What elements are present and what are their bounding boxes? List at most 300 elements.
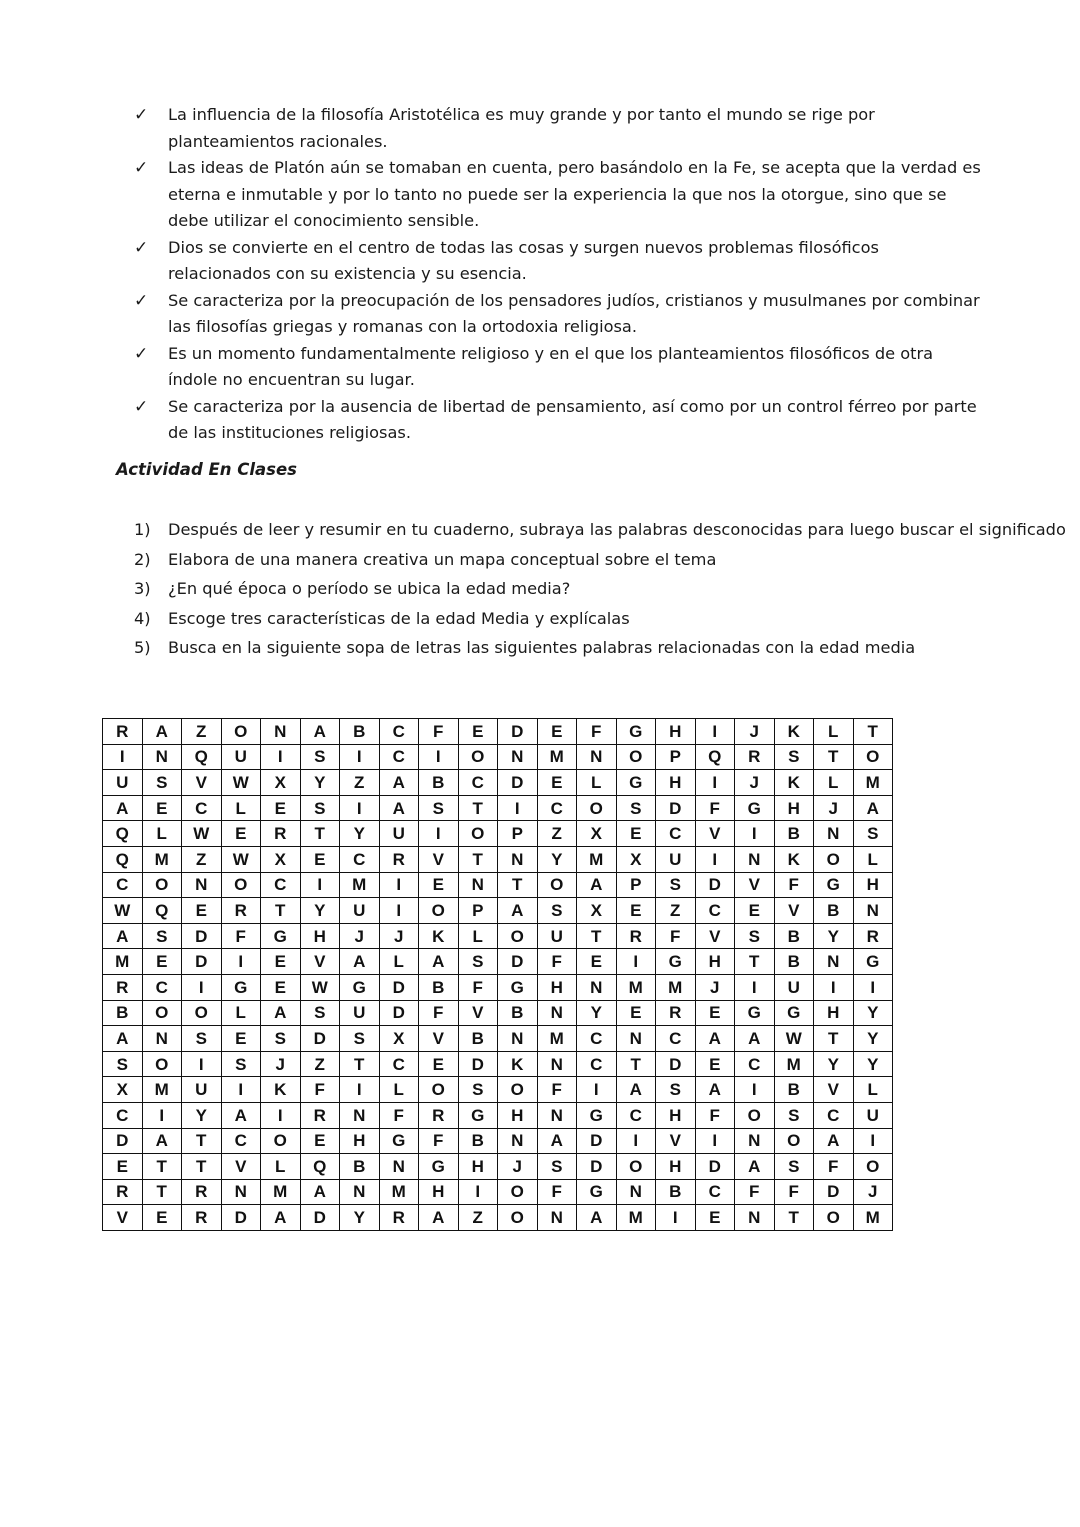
grid-cell: R <box>182 1179 222 1205</box>
activity-number: 1) <box>134 520 151 539</box>
grid-cell: D <box>656 795 696 821</box>
grid-cell: O <box>458 744 498 770</box>
grid-cell: R <box>182 1205 222 1231</box>
grid-cell: W <box>182 821 222 847</box>
grid-cell: A <box>577 1205 617 1231</box>
grid-cell: I <box>735 1077 775 1103</box>
grid-cell: L <box>142 821 182 847</box>
grid-cell: S <box>458 1077 498 1103</box>
grid-cell: L <box>261 1154 301 1180</box>
grid-cell: H <box>695 949 735 975</box>
grid-cell: C <box>379 744 419 770</box>
grid-cell: D <box>498 719 538 745</box>
grid-cell: I <box>616 1128 656 1154</box>
grid-cell: M <box>261 1179 301 1205</box>
grid-cell: F <box>814 1154 854 1180</box>
grid-cell: C <box>616 1102 656 1128</box>
grid-cell: C <box>221 1128 261 1154</box>
grid-cell: S <box>537 1154 577 1180</box>
grid-cell: A <box>261 1000 301 1026</box>
grid-cell: T <box>577 923 617 949</box>
grid-cell: G <box>814 872 854 898</box>
grid-cell: N <box>498 846 538 872</box>
grid-cell: W <box>221 846 261 872</box>
grid-cell: V <box>458 1000 498 1026</box>
grid-cell: A <box>103 795 143 821</box>
grid-cell: H <box>656 1154 696 1180</box>
grid-cell: G <box>221 974 261 1000</box>
grid-cell: F <box>419 1000 459 1026</box>
checkmark-icon: ✓ <box>134 158 149 178</box>
grid-cell: S <box>142 770 182 796</box>
grid-cell: N <box>735 1205 775 1231</box>
grid-cell: M <box>656 974 696 1000</box>
grid-cell: Y <box>853 1026 893 1052</box>
grid-cell: I <box>695 719 735 745</box>
grid-cell: T <box>498 872 538 898</box>
grid-cell: G <box>735 1000 775 1026</box>
grid-cell: I <box>695 770 735 796</box>
grid-cell: I <box>340 1077 380 1103</box>
grid-cell: X <box>261 770 301 796</box>
grid-cell: S <box>142 923 182 949</box>
grid-cell: L <box>458 923 498 949</box>
grid-cell: G <box>656 949 696 975</box>
grid-cell: A <box>616 1077 656 1103</box>
grid-cell: U <box>103 770 143 796</box>
grid-cell: H <box>340 1128 380 1154</box>
grid-cell: O <box>814 1205 854 1231</box>
grid-cell: A <box>261 1205 301 1231</box>
grid-cell: S <box>261 1026 301 1052</box>
grid-cell: C <box>814 1102 854 1128</box>
grid-cell: D <box>458 1051 498 1077</box>
grid-cell: I <box>695 1128 735 1154</box>
grid-cell: P <box>458 898 498 924</box>
grid-cell: X <box>577 821 617 847</box>
grid-cell: F <box>695 1102 735 1128</box>
grid-cell: D <box>695 872 735 898</box>
grid-cell: G <box>735 795 775 821</box>
grid-cell: G <box>577 1102 617 1128</box>
grid-cell: I <box>419 821 459 847</box>
grid-cell: I <box>379 898 419 924</box>
characteristic-text: Es un momento fundamentalmente religioso y en el que los planteamientos filosóficos de otra índole no encuentran su lugar. <box>168 343 934 389</box>
grid-cell: A <box>498 898 538 924</box>
grid-cell: S <box>182 1026 222 1052</box>
grid-cell: R <box>300 1102 340 1128</box>
grid-cell: E <box>221 821 261 847</box>
grid-cell: A <box>103 1026 143 1052</box>
grid-cell: K <box>774 719 814 745</box>
grid-cell: I <box>261 1102 301 1128</box>
checkmark-icon: ✓ <box>134 290 149 311</box>
grid-cell: F <box>379 1102 419 1128</box>
grid-cell: I <box>142 1102 182 1128</box>
grid-cell: U <box>221 744 261 770</box>
grid-cell: K <box>261 1077 301 1103</box>
grid-cell: N <box>814 821 854 847</box>
grid-cell: B <box>419 770 459 796</box>
grid-cell: L <box>814 770 854 796</box>
grid-cell: E <box>695 1000 735 1026</box>
grid-cell: B <box>774 1077 814 1103</box>
grid-cell: O <box>142 872 182 898</box>
grid-cell: H <box>300 923 340 949</box>
grid-cell: N <box>537 1051 577 1077</box>
grid-cell: S <box>853 821 893 847</box>
grid-cell: T <box>300 821 340 847</box>
grid-cell: F <box>537 1179 577 1205</box>
grid-cell: D <box>379 974 419 1000</box>
grid-cell: B <box>340 719 380 745</box>
grid-cell: F <box>695 795 735 821</box>
grid-cell: A <box>695 1077 735 1103</box>
grid-cell: W <box>221 770 261 796</box>
grid-cell: S <box>419 795 459 821</box>
grid-cell: N <box>458 872 498 898</box>
grid-cell: D <box>103 1128 143 1154</box>
grid-cell: U <box>853 1102 893 1128</box>
grid-cell: N <box>616 1179 656 1205</box>
activity-text: Escoge tres características de la edad Media y explícalas <box>168 608 630 628</box>
grid-cell: S <box>735 923 775 949</box>
grid-cell: F <box>537 949 577 975</box>
grid-cell: M <box>103 949 143 975</box>
grid-cell: R <box>853 923 893 949</box>
grid-cell: X <box>577 898 617 924</box>
grid-cell: L <box>379 949 419 975</box>
grid-row <box>103 1077 893 1103</box>
grid-cell: H <box>814 1000 854 1026</box>
grid-cell: J <box>735 719 775 745</box>
grid-cell: E <box>537 770 577 796</box>
grid-cell: F <box>300 1077 340 1103</box>
grid-cell: D <box>300 1026 340 1052</box>
grid-cell: F <box>458 974 498 1000</box>
grid-cell: K <box>774 846 814 872</box>
grid-cell: C <box>695 1179 735 1205</box>
grid-cell: Z <box>537 821 577 847</box>
grid-cell: V <box>695 821 735 847</box>
grid-cell: G <box>853 949 893 975</box>
grid-cell: S <box>656 872 696 898</box>
grid-cell: F <box>774 872 814 898</box>
grid-cell: F <box>656 923 696 949</box>
characteristic-text: Las ideas de Platón aún se tomaban en cuenta, pero basándolo en la Fe, se acepta que la verdad es eterna e inmutable y por lo tanto no puede ser la experiencia la que nos la otorgue, sino que se debe utilizar el conocimiento sensible. <box>168 158 981 230</box>
grid-cell: N <box>340 1102 380 1128</box>
grid-cell: A <box>379 795 419 821</box>
grid-cell: S <box>300 795 340 821</box>
grid-cell: I <box>853 1128 893 1154</box>
grid-cell: K <box>774 770 814 796</box>
grid-cell: B <box>458 1026 498 1052</box>
grid-cell: F <box>221 923 261 949</box>
grid-cell: N <box>577 744 617 770</box>
grid-cell: D <box>182 949 222 975</box>
grid-cell: J <box>853 1179 893 1205</box>
grid-cell: G <box>340 974 380 1000</box>
grid-cell: P <box>656 744 696 770</box>
grid-cell: Y <box>300 898 340 924</box>
grid-cell: X <box>103 1077 143 1103</box>
grid-cell: S <box>537 898 577 924</box>
grid-cell: V <box>221 1154 261 1180</box>
activity-item <box>134 604 1074 634</box>
grid-cell: U <box>340 898 380 924</box>
grid-cell: C <box>656 1026 696 1052</box>
grid-cell: C <box>735 1051 775 1077</box>
grid-cell: I <box>340 795 380 821</box>
grid-cell: V <box>300 949 340 975</box>
grid-cell: N <box>261 719 301 745</box>
grid-cell: N <box>498 1128 538 1154</box>
grid-cell: C <box>103 1102 143 1128</box>
characteristic-text: Dios se convierte en el centro de todas las cosas y surgen nuevos problemas filosóficos relacionados con su existencia y su esencia. <box>168 237 879 283</box>
grid-row <box>103 1051 893 1077</box>
grid-cell: M <box>853 1205 893 1231</box>
grid-cell: V <box>419 846 459 872</box>
grid-cell: C <box>340 846 380 872</box>
grid-cell: T <box>458 795 498 821</box>
grid-cell: Y <box>340 821 380 847</box>
grid-cell: E <box>419 872 459 898</box>
grid-cell: Y <box>182 1102 222 1128</box>
grid-cell: O <box>419 898 459 924</box>
grid-cell: C <box>537 795 577 821</box>
grid-cell: Y <box>853 1051 893 1077</box>
grid-cell: O <box>616 744 656 770</box>
grid-cell: V <box>774 898 814 924</box>
grid-cell: O <box>498 1205 538 1231</box>
grid-cell: O <box>774 1128 814 1154</box>
grid-cell: O <box>261 1128 301 1154</box>
grid-cell: D <box>221 1205 261 1231</box>
characteristic-item <box>134 155 984 235</box>
grid-cell: D <box>379 1000 419 1026</box>
grid-cell: I <box>695 846 735 872</box>
grid-cell: L <box>853 846 893 872</box>
grid-cell: A <box>735 1154 775 1180</box>
grid-cell: T <box>814 744 854 770</box>
grid-cell: T <box>142 1154 182 1180</box>
grid-cell: J <box>695 974 735 1000</box>
grid-cell: L <box>221 795 261 821</box>
grid-cell: I <box>814 974 854 1000</box>
grid-cell: E <box>142 1205 182 1231</box>
grid-cell: B <box>774 923 814 949</box>
activity-text: Busca en la siguiente sopa de letras las siguientes palabras relacionadas con la edad media <box>168 638 916 657</box>
grid-cell: I <box>656 1205 696 1231</box>
characteristic-item <box>134 341 984 394</box>
grid-cell: Q <box>103 846 143 872</box>
checkmark-icon: ✓ <box>134 343 149 364</box>
grid-cell: E <box>142 795 182 821</box>
characteristic-item <box>134 235 984 288</box>
grid-cell: A <box>695 1026 735 1052</box>
grid-cell: I <box>735 821 775 847</box>
activity-text: Después de leer y resumir en tu cuaderno, subraya las palabras desconocidas para luego buscar el significado <box>168 520 1066 539</box>
activity-item <box>134 633 1074 663</box>
section-heading: Actividad En Clases <box>116 460 297 479</box>
grid-row <box>103 898 893 924</box>
grid-cell: Q <box>182 744 222 770</box>
grid-cell: P <box>616 872 656 898</box>
grid-cell: N <box>853 898 893 924</box>
grid-row <box>103 1179 893 1205</box>
grid-row <box>103 949 893 975</box>
grid-cell: N <box>537 1205 577 1231</box>
grid-row <box>103 974 893 1000</box>
grid-cell: X <box>261 846 301 872</box>
grid-cell: T <box>142 1179 182 1205</box>
grid-cell: R <box>735 744 775 770</box>
grid-cell: B <box>498 1000 538 1026</box>
grid-cell: Q <box>142 898 182 924</box>
grid-cell: J <box>379 923 419 949</box>
grid-cell: N <box>735 846 775 872</box>
grid-cell: G <box>616 719 656 745</box>
grid-cell: B <box>774 821 814 847</box>
word-search-grid <box>102 718 893 1231</box>
grid-cell: I <box>182 1051 222 1077</box>
grid-cell: D <box>577 1154 617 1180</box>
grid-cell: D <box>577 1128 617 1154</box>
grid-cell: H <box>853 872 893 898</box>
grid-cell: U <box>340 1000 380 1026</box>
grid-cell: A <box>142 1128 182 1154</box>
grid-cell: R <box>103 1179 143 1205</box>
grid-cell: A <box>735 1026 775 1052</box>
grid-cell: V <box>656 1128 696 1154</box>
grid-row <box>103 923 893 949</box>
grid-cell: E <box>261 795 301 821</box>
grid-cell: E <box>261 949 301 975</box>
grid-cell: O <box>577 795 617 821</box>
grid-cell: G <box>616 770 656 796</box>
grid-cell: O <box>616 1154 656 1180</box>
grid-cell: E <box>103 1154 143 1180</box>
grid-cell: Z <box>182 846 222 872</box>
grid-cell: C <box>458 770 498 796</box>
grid-cell: N <box>537 1102 577 1128</box>
grid-cell: N <box>498 1026 538 1052</box>
grid-cell: O <box>419 1077 459 1103</box>
grid-cell: E <box>695 1205 735 1231</box>
characteristic-text: Se caracteriza por la ausencia de libertad de pensamiento, así como por un control férreo por parte de las instituciones religiosas. <box>168 396 977 442</box>
grid-row <box>103 821 893 847</box>
grid-cell: Q <box>103 821 143 847</box>
grid-cell: I <box>735 974 775 1000</box>
grid-cell: O <box>814 846 854 872</box>
grid-cell: A <box>142 719 182 745</box>
activity-item <box>134 574 1074 604</box>
grid-cell: B <box>656 1179 696 1205</box>
grid-cell: N <box>498 744 538 770</box>
grid-row <box>103 1026 893 1052</box>
grid-row <box>103 1128 893 1154</box>
grid-cell: I <box>300 872 340 898</box>
grid-cell: U <box>537 923 577 949</box>
grid-cell: T <box>853 719 893 745</box>
checkmark-icon: ✓ <box>134 396 149 417</box>
grid-cell: D <box>300 1205 340 1231</box>
grid-cell: Z <box>300 1051 340 1077</box>
grid-cell: R <box>379 1205 419 1231</box>
grid-cell: S <box>774 1102 814 1128</box>
grid-cell: T <box>774 1205 814 1231</box>
grid-cell: E <box>616 1000 656 1026</box>
grid-cell: T <box>182 1128 222 1154</box>
grid-cell: E <box>458 719 498 745</box>
grid-cell: E <box>142 949 182 975</box>
checkmark-icon: ✓ <box>134 105 149 125</box>
grid-cell: R <box>379 846 419 872</box>
grid-cell: Y <box>853 1000 893 1026</box>
grid-cell: O <box>735 1102 775 1128</box>
grid-cell: G <box>498 974 538 1000</box>
activity-number: 2) <box>134 549 151 569</box>
grid-cell: N <box>735 1128 775 1154</box>
grid-cell: B <box>419 974 459 1000</box>
grid-cell: R <box>261 821 301 847</box>
grid-cell: S <box>300 744 340 770</box>
grid-cell: Y <box>537 846 577 872</box>
grid-cell: H <box>498 1102 538 1128</box>
grid-cell: W <box>774 1026 814 1052</box>
grid-row <box>103 744 893 770</box>
grid-cell: N <box>340 1179 380 1205</box>
grid-cell: B <box>103 1000 143 1026</box>
grid-cell: A <box>419 949 459 975</box>
grid-cell: M <box>142 846 182 872</box>
grid-cell: D <box>814 1179 854 1205</box>
grid-cell: M <box>616 974 656 1000</box>
grid-cell: I <box>616 949 656 975</box>
grid-cell: R <box>656 1000 696 1026</box>
grid-cell: N <box>577 974 617 1000</box>
grid-cell: M <box>142 1077 182 1103</box>
grid-cell: E <box>221 1026 261 1052</box>
grid-cell: X <box>616 846 656 872</box>
grid-cell: S <box>616 795 656 821</box>
grid-cell: E <box>616 821 656 847</box>
grid-cell: O <box>853 744 893 770</box>
grid-cell: G <box>458 1102 498 1128</box>
grid-cell: B <box>774 949 814 975</box>
grid-cell: J <box>498 1154 538 1180</box>
activity-item <box>134 515 1074 545</box>
grid-cell: O <box>853 1154 893 1180</box>
checkmark-icon: ✓ <box>134 237 149 258</box>
grid-cell: C <box>103 872 143 898</box>
activity-number: 3) <box>134 579 151 598</box>
grid-cell: N <box>142 1026 182 1052</box>
grid-cell: R <box>103 719 143 745</box>
grid-cell: F <box>419 719 459 745</box>
grid-cell: Q <box>300 1154 340 1180</box>
grid-cell: I <box>498 795 538 821</box>
grid-cell: S <box>300 1000 340 1026</box>
grid-row <box>103 1000 893 1026</box>
grid-cell: D <box>656 1051 696 1077</box>
grid-cell: S <box>340 1026 380 1052</box>
grid-cell: S <box>774 744 814 770</box>
grid-cell: Y <box>814 1051 854 1077</box>
characteristic-item <box>134 288 984 341</box>
grid-cell: J <box>340 923 380 949</box>
activity-text: Elabora de una manera creativa un mapa conceptual sobre el tema <box>168 549 717 569</box>
